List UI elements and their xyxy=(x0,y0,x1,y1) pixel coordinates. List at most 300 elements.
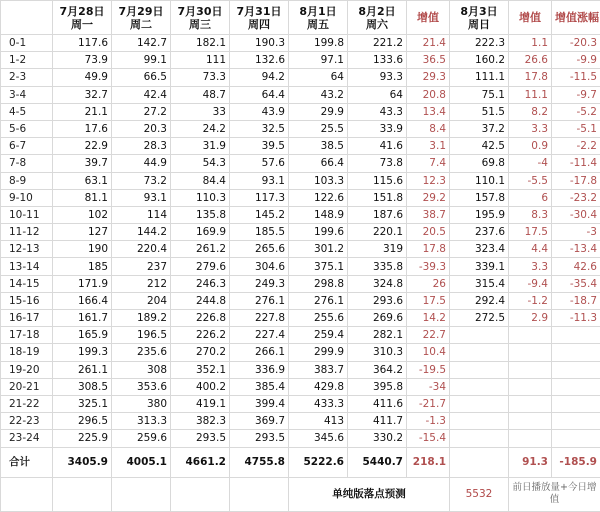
increase-cell: -21.7 xyxy=(407,395,450,412)
value-cell: 20.3 xyxy=(112,120,171,137)
hour-cell: 23-24 xyxy=(1,430,53,447)
value-cell: 261.1 xyxy=(53,361,112,378)
value-cell: 196.5 xyxy=(112,327,171,344)
value-cell: 151.8 xyxy=(348,189,407,206)
increase-cell: 21.4 xyxy=(407,35,450,52)
value-cell: 336.9 xyxy=(230,361,289,378)
growth-cell xyxy=(552,361,600,378)
value-cell: 111 xyxy=(171,52,230,69)
sunday-cell: 339.1 xyxy=(450,258,509,275)
value-cell: 182.1 xyxy=(171,35,230,52)
value-cell: 41.6 xyxy=(348,138,407,155)
empty-cell xyxy=(112,477,171,511)
table-row xyxy=(1,310,600,327)
value-cell: 301.2 xyxy=(289,241,348,258)
hour-cell: 8-9 xyxy=(1,172,53,189)
value-cell: 24.2 xyxy=(171,120,230,137)
value-cell: 419.1 xyxy=(171,395,230,412)
value-cell: 212 xyxy=(112,275,171,292)
table-row xyxy=(1,378,600,395)
value-cell: 249.3 xyxy=(230,275,289,292)
growth-cell: -35.4 xyxy=(552,275,600,292)
value-cell: 299.9 xyxy=(289,344,348,361)
increase-cell: 38.7 xyxy=(407,206,450,223)
growth-cell: -5.1 xyxy=(552,120,600,137)
growth-cell: -18.7 xyxy=(552,292,600,309)
value-cell: 352.1 xyxy=(171,361,230,378)
value-cell: 353.6 xyxy=(112,378,171,395)
table-row xyxy=(1,86,600,103)
value-cell: 293.5 xyxy=(171,430,230,447)
table-row xyxy=(1,258,600,275)
hour-cell: 15-16 xyxy=(1,292,53,309)
prediction-label: 单纯版落点预测 xyxy=(289,477,450,511)
table-row xyxy=(1,206,600,223)
value-cell: 48.7 xyxy=(171,86,230,103)
increase-cell-2: 26.6 xyxy=(509,52,552,69)
hour-cell: 16-17 xyxy=(1,310,53,327)
increase-cell: 17.5 xyxy=(407,292,450,309)
value-cell: 97.1 xyxy=(289,52,348,69)
value-cell: 142.7 xyxy=(112,35,171,52)
value-cell: 335.8 xyxy=(348,258,407,275)
increase-cell-2: 3.3 xyxy=(509,258,552,275)
value-cell: 117.6 xyxy=(53,35,112,52)
increase-cell-2: -5.5 xyxy=(509,172,552,189)
value-cell: 165.9 xyxy=(53,327,112,344)
value-cell: 304.6 xyxy=(230,258,289,275)
sunday-cell xyxy=(450,413,509,430)
growth-cell: -11.4 xyxy=(552,155,600,172)
sunday-cell: 69.8 xyxy=(450,155,509,172)
value-cell: 220.4 xyxy=(112,241,171,258)
growth-cell xyxy=(552,430,600,447)
value-cell: 395.8 xyxy=(348,378,407,395)
increase-cell: -39.3 xyxy=(407,258,450,275)
growth-cell: -3 xyxy=(552,224,600,241)
value-cell: 73.2 xyxy=(112,172,171,189)
sunday-cell: 157.8 xyxy=(450,189,509,206)
value-cell: 276.1 xyxy=(230,292,289,309)
value-cell: 308 xyxy=(112,361,171,378)
value-cell: 64 xyxy=(289,69,348,86)
value-cell: 276.1 xyxy=(289,292,348,309)
value-cell: 199.8 xyxy=(289,35,348,52)
value-cell: 382.3 xyxy=(171,413,230,430)
sunday-cell: 110.1 xyxy=(450,172,509,189)
increase-cell-2 xyxy=(509,327,552,344)
hour-cell: 3-4 xyxy=(1,86,53,103)
value-cell: 73.3 xyxy=(171,69,230,86)
value-cell: 32.7 xyxy=(53,86,112,103)
table-row xyxy=(1,35,600,52)
value-cell: 313.3 xyxy=(112,413,171,430)
increase-cell-2 xyxy=(509,395,552,412)
value-cell: 220.1 xyxy=(348,224,407,241)
header-jul30: 7月30日 周三 xyxy=(171,1,230,35)
increase-cell: 17.8 xyxy=(407,241,450,258)
header-increase-1: 增值 xyxy=(407,1,450,35)
increase-cell: 7.4 xyxy=(407,155,450,172)
value-cell: 400.2 xyxy=(171,378,230,395)
table-row xyxy=(1,344,600,361)
value-cell: 103.3 xyxy=(289,172,348,189)
value-cell: 187.6 xyxy=(348,206,407,223)
value-cell: 94.2 xyxy=(230,69,289,86)
growth-cell: -11.3 xyxy=(552,310,600,327)
growth-cell: -9.7 xyxy=(552,86,600,103)
value-cell: 44.9 xyxy=(112,155,171,172)
value-cell: 246.3 xyxy=(171,275,230,292)
value-cell: 255.6 xyxy=(289,310,348,327)
hour-cell: 12-13 xyxy=(1,241,53,258)
value-cell: 33 xyxy=(171,103,230,120)
hour-cell: 0-1 xyxy=(1,35,53,52)
table-row xyxy=(1,189,600,206)
value-cell: 145.2 xyxy=(230,206,289,223)
growth-cell: -9.9 xyxy=(552,52,600,69)
value-cell: 433.3 xyxy=(289,395,348,412)
value-cell: 293.5 xyxy=(230,430,289,447)
value-cell: 270.2 xyxy=(171,344,230,361)
hour-cell: 17-18 xyxy=(1,327,53,344)
hour-cell: 5-6 xyxy=(1,120,53,137)
hour-cell: 6-7 xyxy=(1,138,53,155)
increase-cell-2: -9.4 xyxy=(509,275,552,292)
total-value: 3405.9 xyxy=(53,447,112,477)
value-cell: 25.5 xyxy=(289,120,348,137)
value-cell: 169.9 xyxy=(171,224,230,241)
increase-cell-2: -4 xyxy=(509,155,552,172)
total-value: 4661.2 xyxy=(171,447,230,477)
sunday-cell xyxy=(450,378,509,395)
hour-cell: 18-19 xyxy=(1,344,53,361)
growth-cell: -23.2 xyxy=(552,189,600,206)
increase-cell-2: 0.9 xyxy=(509,138,552,155)
value-cell: 325.1 xyxy=(53,395,112,412)
increase-cell: 20.5 xyxy=(407,224,450,241)
value-cell: 171.9 xyxy=(53,275,112,292)
sunday-cell xyxy=(450,395,509,412)
value-cell: 33.9 xyxy=(348,120,407,137)
increase-cell: 26 xyxy=(407,275,450,292)
hour-cell: 9-10 xyxy=(1,189,53,206)
value-cell: 369.7 xyxy=(230,413,289,430)
table-row xyxy=(1,395,600,412)
increase-cell: 8.4 xyxy=(407,120,450,137)
total-value: 5222.6 xyxy=(289,447,348,477)
growth-cell: -5.2 xyxy=(552,103,600,120)
value-cell: 204 xyxy=(112,292,171,309)
header-growth: 增值涨幅 xyxy=(552,1,600,35)
value-cell: 266.1 xyxy=(230,344,289,361)
value-cell: 279.6 xyxy=(171,258,230,275)
total-increase: 218.1 xyxy=(407,447,450,477)
value-cell: 102 xyxy=(53,206,112,223)
value-cell: 310.3 xyxy=(348,344,407,361)
growth-cell xyxy=(552,413,600,430)
value-cell: 39.5 xyxy=(230,138,289,155)
increase-cell-2 xyxy=(509,378,552,395)
hour-cell: 2-3 xyxy=(1,69,53,86)
increase-cell-2: 11.1 xyxy=(509,86,552,103)
sunday-cell: 37.2 xyxy=(450,120,509,137)
growth-cell: -11.5 xyxy=(552,69,600,86)
increase-cell: 13.4 xyxy=(407,103,450,120)
value-cell: 32.5 xyxy=(230,120,289,137)
value-cell: 54.3 xyxy=(171,155,230,172)
increase-cell: 36.5 xyxy=(407,52,450,69)
table-row xyxy=(1,52,600,69)
value-cell: 43.9 xyxy=(230,103,289,120)
value-cell: 127 xyxy=(53,224,112,241)
sunday-cell: 222.3 xyxy=(450,35,509,52)
value-cell: 93.3 xyxy=(348,69,407,86)
value-cell: 144.2 xyxy=(112,224,171,241)
increase-cell: 10.4 xyxy=(407,344,450,361)
value-cell: 429.8 xyxy=(289,378,348,395)
value-cell: 298.8 xyxy=(289,275,348,292)
value-cell: 73.9 xyxy=(53,52,112,69)
empty-cell xyxy=(171,477,230,511)
increase-cell: 3.1 xyxy=(407,138,450,155)
value-cell: 122.6 xyxy=(289,189,348,206)
empty-cell xyxy=(1,477,53,511)
increase-cell: 29.3 xyxy=(407,69,450,86)
sunday-cell: 42.5 xyxy=(450,138,509,155)
value-cell: 308.5 xyxy=(53,378,112,395)
prediction-note: 前日播放量+今日增值 xyxy=(509,477,600,511)
value-cell: 21.1 xyxy=(53,103,112,120)
sunday-cell: 315.4 xyxy=(450,275,509,292)
value-cell: 64.4 xyxy=(230,86,289,103)
total-value: 4005.1 xyxy=(112,447,171,477)
sunday-cell xyxy=(450,361,509,378)
growth-cell: 42.6 xyxy=(552,258,600,275)
empty-cell xyxy=(53,477,112,511)
hour-cell: 4-5 xyxy=(1,103,53,120)
increase-cell-2: -1.2 xyxy=(509,292,552,309)
value-cell: 27.2 xyxy=(112,103,171,120)
value-cell: 375.1 xyxy=(289,258,348,275)
value-cell: 235.6 xyxy=(112,344,171,361)
hour-cell: 13-14 xyxy=(1,258,53,275)
hour-cell: 14-15 xyxy=(1,275,53,292)
prediction-row xyxy=(1,477,600,511)
header-aug1: 8月1日 周五 xyxy=(289,1,348,35)
increase-cell-2: 3.3 xyxy=(509,120,552,137)
hour-header xyxy=(1,1,53,35)
header-jul28: 7月28日 周一 xyxy=(53,1,112,35)
value-cell: 199.6 xyxy=(289,224,348,241)
total-row xyxy=(1,447,600,477)
value-cell: 237 xyxy=(112,258,171,275)
increase-cell-2: 2.9 xyxy=(509,310,552,327)
table-row xyxy=(1,292,600,309)
total-value: 4755.8 xyxy=(230,447,289,477)
value-cell: 110.3 xyxy=(171,189,230,206)
value-cell: 411.7 xyxy=(348,413,407,430)
value-cell: 227.8 xyxy=(230,310,289,327)
value-cell: 411.6 xyxy=(348,395,407,412)
value-cell: 227.4 xyxy=(230,327,289,344)
increase-cell-2 xyxy=(509,344,552,361)
sunday-cell xyxy=(450,327,509,344)
value-cell: 148.9 xyxy=(289,206,348,223)
value-cell: 64 xyxy=(348,86,407,103)
increase-cell-2: 8.3 xyxy=(509,206,552,223)
growth-cell xyxy=(552,378,600,395)
header-aug2: 8月2日 周六 xyxy=(348,1,407,35)
header-aug3: 8月3日 周日 xyxy=(450,1,509,35)
hour-cell: 11-12 xyxy=(1,224,53,241)
value-cell: 99.1 xyxy=(112,52,171,69)
value-cell: 73.8 xyxy=(348,155,407,172)
value-cell: 93.1 xyxy=(230,172,289,189)
value-cell: 38.5 xyxy=(289,138,348,155)
value-cell: 17.6 xyxy=(53,120,112,137)
increase-cell: 29.2 xyxy=(407,189,450,206)
total-label: 合计 xyxy=(1,447,53,477)
sunday-cell: 237.6 xyxy=(450,224,509,241)
sunday-cell: 111.1 xyxy=(450,69,509,86)
growth-cell xyxy=(552,344,600,361)
value-cell: 63.1 xyxy=(53,172,112,189)
value-cell: 385.4 xyxy=(230,378,289,395)
growth-cell: -30.4 xyxy=(552,206,600,223)
value-cell: 269.6 xyxy=(348,310,407,327)
value-cell: 265.6 xyxy=(230,241,289,258)
total-increase-2: 91.3 xyxy=(509,447,552,477)
sunday-cell: 292.4 xyxy=(450,292,509,309)
value-cell: 190 xyxy=(53,241,112,258)
growth-cell: -13.4 xyxy=(552,241,600,258)
table-row xyxy=(1,241,600,258)
value-cell: 31.9 xyxy=(171,138,230,155)
value-cell: 296.5 xyxy=(53,413,112,430)
value-cell: 221.2 xyxy=(348,35,407,52)
value-cell: 135.8 xyxy=(171,206,230,223)
value-cell: 399.4 xyxy=(230,395,289,412)
value-cell: 57.6 xyxy=(230,155,289,172)
sunday-cell: 51.5 xyxy=(450,103,509,120)
value-cell: 259.4 xyxy=(289,327,348,344)
total-growth: -185.9 xyxy=(552,447,600,477)
increase-cell: -15.4 xyxy=(407,430,450,447)
value-cell: 261.2 xyxy=(171,241,230,258)
hour-cell: 19-20 xyxy=(1,361,53,378)
value-cell: 345.6 xyxy=(289,430,348,447)
value-cell: 39.7 xyxy=(53,155,112,172)
table-row xyxy=(1,155,600,172)
value-cell: 42.4 xyxy=(112,86,171,103)
header-row xyxy=(1,1,600,35)
table-row xyxy=(1,413,600,430)
sunday-cell xyxy=(450,430,509,447)
value-cell: 29.9 xyxy=(289,103,348,120)
table-row xyxy=(1,172,600,189)
table-row xyxy=(1,120,600,137)
value-cell: 161.7 xyxy=(53,310,112,327)
table-row xyxy=(1,430,600,447)
value-cell: 282.1 xyxy=(348,327,407,344)
sunday-cell xyxy=(450,344,509,361)
value-cell: 324.8 xyxy=(348,275,407,292)
value-cell: 166.4 xyxy=(53,292,112,309)
value-cell: 383.7 xyxy=(289,361,348,378)
sunday-cell: 160.2 xyxy=(450,52,509,69)
table-row xyxy=(1,327,600,344)
value-cell: 190.3 xyxy=(230,35,289,52)
increase-cell-2: 17.8 xyxy=(509,69,552,86)
sunday-cell: 195.9 xyxy=(450,206,509,223)
increase-cell-2 xyxy=(509,413,552,430)
header-increase-2: 增值 xyxy=(509,1,552,35)
increase-cell-2 xyxy=(509,361,552,378)
value-cell: 117.3 xyxy=(230,189,289,206)
growth-cell xyxy=(552,327,600,344)
table-row xyxy=(1,69,600,86)
value-cell: 49.9 xyxy=(53,69,112,86)
increase-cell-2: 4.4 xyxy=(509,241,552,258)
hour-cell: 20-21 xyxy=(1,378,53,395)
total-value: 5440.7 xyxy=(348,447,407,477)
value-cell: 114 xyxy=(112,206,171,223)
value-cell: 319 xyxy=(348,241,407,258)
table-row xyxy=(1,103,600,120)
value-cell: 185 xyxy=(53,258,112,275)
hour-cell: 1-2 xyxy=(1,52,53,69)
hour-cell: 7-8 xyxy=(1,155,53,172)
value-cell: 226.2 xyxy=(171,327,230,344)
increase-cell: 12.3 xyxy=(407,172,450,189)
value-cell: 330.2 xyxy=(348,430,407,447)
value-cell: 380 xyxy=(112,395,171,412)
value-cell: 364.2 xyxy=(348,361,407,378)
prediction-value: 5532 xyxy=(450,477,509,511)
increase-cell-2 xyxy=(509,430,552,447)
increase-cell: -34 xyxy=(407,378,450,395)
empty-cell xyxy=(230,477,289,511)
sunday-cell: 75.1 xyxy=(450,86,509,103)
value-cell: 199.3 xyxy=(53,344,112,361)
growth-cell xyxy=(552,395,600,412)
header-jul31: 7月31日 周四 xyxy=(230,1,289,35)
value-cell: 81.1 xyxy=(53,189,112,206)
value-cell: 93.1 xyxy=(112,189,171,206)
total-sunday xyxy=(450,447,509,477)
hour-cell: 21-22 xyxy=(1,395,53,412)
sunday-cell: 323.4 xyxy=(450,241,509,258)
value-cell: 84.4 xyxy=(171,172,230,189)
table-row xyxy=(1,224,600,241)
value-cell: 226.8 xyxy=(171,310,230,327)
increase-cell: -1.3 xyxy=(407,413,450,430)
header-jul29: 7月29日 周二 xyxy=(112,1,171,35)
sunday-cell: 272.5 xyxy=(450,310,509,327)
increase-cell: 20.8 xyxy=(407,86,450,103)
table-row xyxy=(1,138,600,155)
growth-cell: -2.2 xyxy=(552,138,600,155)
increase-cell: 14.2 xyxy=(407,310,450,327)
value-cell: 66.4 xyxy=(289,155,348,172)
value-cell: 66.5 xyxy=(112,69,171,86)
increase-cell-2: 8.2 xyxy=(509,103,552,120)
value-cell: 132.6 xyxy=(230,52,289,69)
value-cell: 413 xyxy=(289,413,348,430)
value-cell: 43.2 xyxy=(289,86,348,103)
value-cell: 189.2 xyxy=(112,310,171,327)
